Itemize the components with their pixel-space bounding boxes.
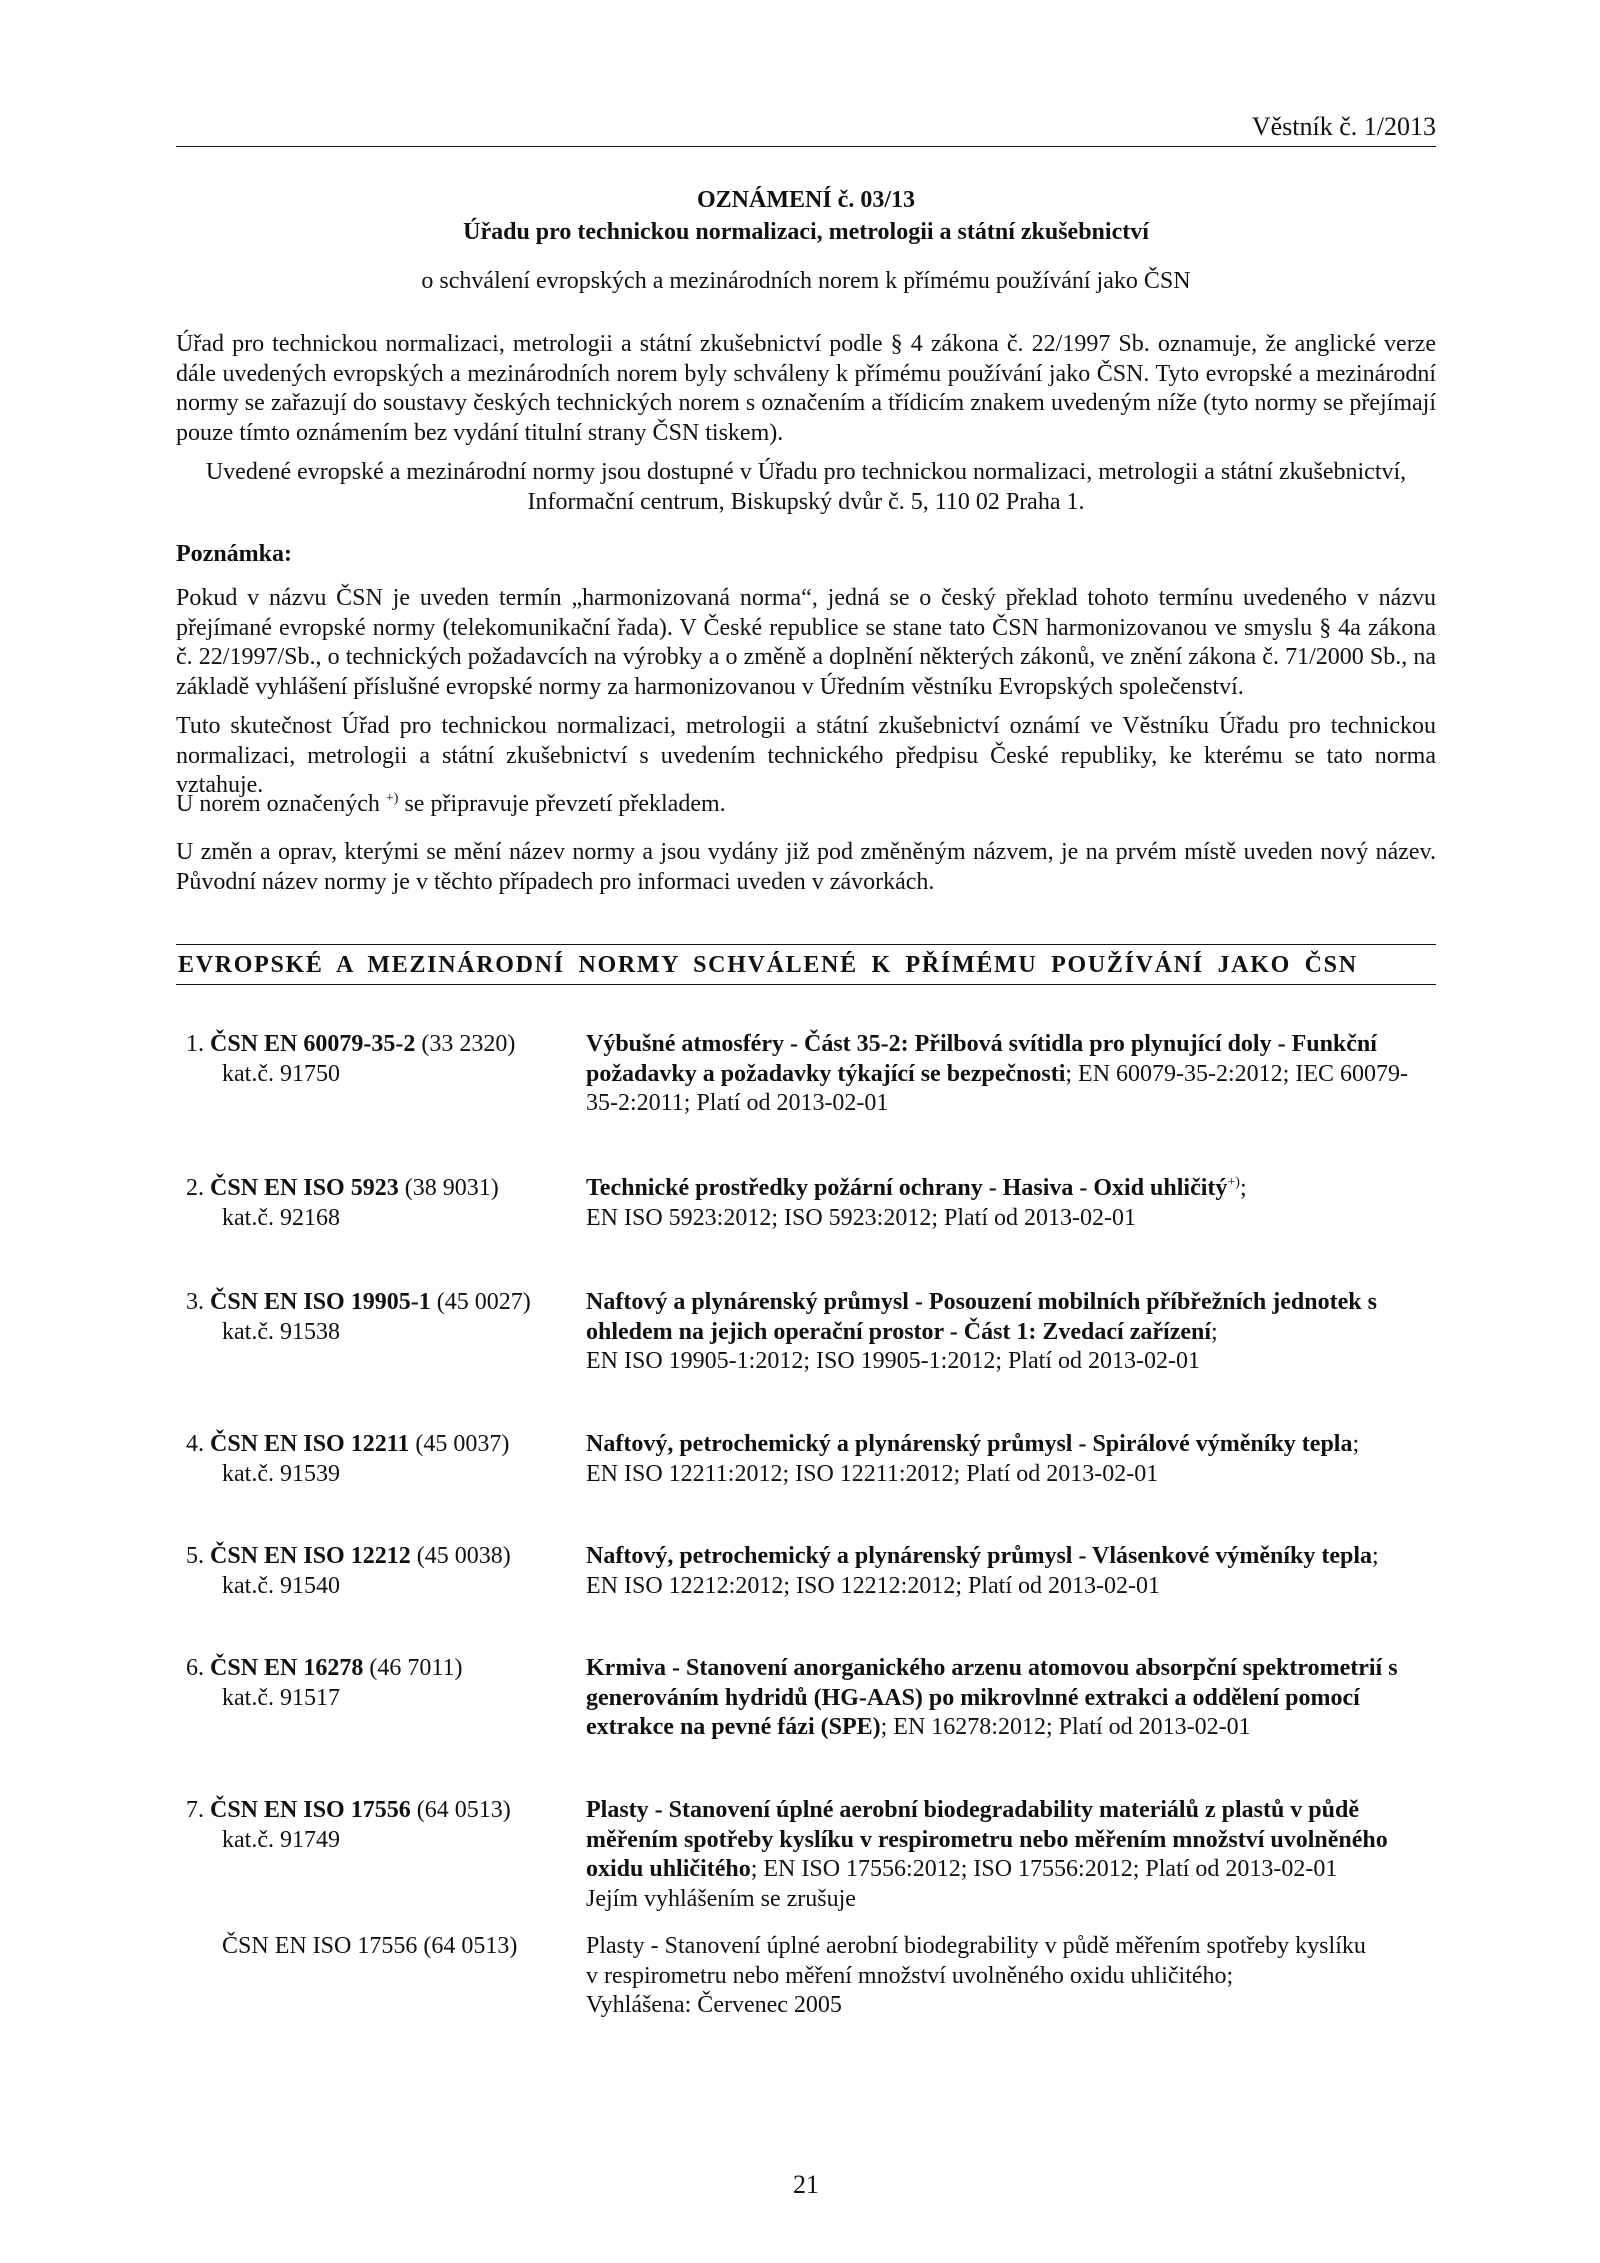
norm-title: Naftový a plynárenský průmysl - Posouzení mobilních příbřežních jednotek s ohledem na jejich operační prostor - Část 1: Zvedací zařízení	[586, 1289, 1377, 1345]
norm-title: Krmiva - Stanovení anorganického arzenu atomovou absorpční spektrometrií s generováním hydridů (HG-AAS) po mikrovlnné extrakci a oddělení pomocí extrakce na pevné fázi (SPE)	[586, 1655, 1398, 1740]
note-paragraph-3	[176, 790, 1436, 820]
running-head: Věstník č. 1/2013	[1251, 112, 1436, 141]
norm-class: (38 9031)	[404, 1175, 499, 1201]
norm-class: (46 7011)	[369, 1655, 463, 1681]
norm-number: 4.	[186, 1431, 204, 1457]
section-title: EVROPSKÉ A MEZINÁRODNÍ NORMY SCHVÁLENÉ K PŘÍMÉMU POUŽÍVÁNÍ JAKO ČSN	[178, 952, 1358, 978]
norm-code: ČSN EN ISO 12212	[210, 1543, 411, 1569]
availability-note	[176, 458, 1436, 517]
norm-title: Technické prostředky požární ochrany - Hasiva - Oxid uhličitý	[586, 1175, 1228, 1201]
norm-catalog: kat.č. 91750	[222, 1060, 340, 1087]
cancelled-norm-designation	[186, 1932, 586, 1962]
cancelled-norm-line-2: v respirometru nebo měření množství uvolněného oxidu uhličitého;	[586, 1962, 1234, 1989]
note-paragraph-2: Tuto skutečnost Úřad pro technickou normalizaci, metrologii a státní zkušebnictví oznámí ve Věstníku Úřadu pro technickou normalizaci, metrologii a státní zkušebnictví s uvedením technického předpisu České republiky, ke kterému se tato norma vztahuje.	[176, 713, 1436, 798]
norm-designation	[186, 1030, 586, 1089]
norm-description	[586, 1654, 1436, 1743]
norm-description	[586, 1174, 1436, 1233]
norm-code: ČSN EN 16278	[210, 1655, 364, 1681]
translation-mark: +)	[1227, 1175, 1240, 1190]
norm-class: (64 0513)	[416, 1797, 511, 1823]
norm-catalog: kat.č. 91517	[222, 1684, 340, 1711]
norm-number: 6.	[186, 1655, 204, 1681]
norm-reference-line: EN ISO 12211:2012; ISO 12211:2012; Platí od 2013-02-01	[586, 1460, 1159, 1487]
note-p3-after: se připravuje převzetí překladem.	[398, 791, 726, 817]
norm-number: 7.	[186, 1797, 204, 1823]
availability-line-1: Uvedené evropské a mezinárodní normy jsou dostupné v Úřadu pro technickou normalizaci, metrologii a státní zkušebnictví,	[205, 459, 1407, 485]
section-rule-bottom	[176, 984, 1436, 985]
norm-designation	[186, 1796, 586, 1855]
norm-designation	[186, 1654, 586, 1713]
intro-paragraph: Úřad pro technickou normalizaci, metrologii a státní zkušebnictví podle § 4 zákona č. 22/1997 Sb. oznamuje, že anglické verze dále uvedených evropských a mezinárodních norem byly schváleny k přímému používání jako ČSN. Tyto evropské a mezinárodní normy se zařazují do soustavy českých technických norem s označením a třídicím znakem uvedeným níže (tyto normy se přejímají pouze tímto oznámením bez vydání titulní strany ČSN tiskem).	[176, 331, 1436, 446]
norm-reference: ; EN 60079-35-2:2012; IEC 60079-35-2:2011; Platí od 2013-02-01	[586, 1060, 1408, 1116]
norm-title: Výbušné atmosféry - Část 35-2: Přilbová svítidla pro plynující doly - Funkční požadavky a požadavky týkající se bezpečnosti	[586, 1031, 1377, 1087]
norm-description	[586, 1542, 1436, 1601]
header-rule	[176, 146, 1436, 147]
title-line-1: OZNÁMENÍ č. 03/13	[697, 187, 915, 213]
cancelled-norm-line-3: Vyhlášena: Červenec 2005	[586, 1992, 842, 2018]
cancelled-norm-description	[586, 1932, 1436, 2021]
note-paragraph-1: Pokud v názvu ČSN je uveden termín „harmonizovaná norma“, jedná se o český překlad tohoto termínu uvedeného v názvu přejímané evropské normy (telekomunikační řada). V České republice se stane tato ČSN harmonizovanou ve smyslu § 4a zákona č. 22/1997/Sb., o technických požadavcích na výrobky a o změně a doplnění některých zákonů, ve znění zákona č. 71/2000 Sb., na základě vyhlášení příslušné evropské normy za harmonizovanou v Úředním věstníku Evropských společenství.	[176, 585, 1436, 700]
norm-code: ČSN EN 60079-35-2	[210, 1031, 416, 1057]
norm-description	[586, 1030, 1436, 1119]
title-line-2: Úřadu pro technickou normalizaci, metrologii a státní zkušebnictví	[463, 219, 1149, 245]
norm-reference: ;	[1211, 1318, 1218, 1345]
availability-line-2: Informační centrum, Biskupský dvůr č. 5, 110 02 Praha 1.	[527, 488, 1085, 515]
norm-number: 2.	[186, 1175, 204, 1201]
norm-reference: ; EN 16278:2012; Platí od 2013-02-01	[880, 1714, 1251, 1740]
norm-description	[586, 1430, 1436, 1489]
norm-catalog: kat.č. 91749	[222, 1826, 340, 1853]
norm-code: ČSN EN ISO 17556	[210, 1797, 411, 1823]
norm-number: 5.	[186, 1543, 204, 1569]
translation-mark: +)	[385, 791, 399, 806]
norm-class: (33 2320)	[421, 1031, 516, 1057]
norm-reference-line: EN ISO 12212:2012; ISO 12212:2012; Platí od 2013-02-01	[586, 1572, 1160, 1599]
norm-number: 1.	[186, 1031, 204, 1057]
norm-reference: ;	[1239, 1175, 1247, 1201]
norm-title: Plasty - Stanovení úplné aerobní biodegradability materiálů z plastů v půdě měřením spotřeby kyslíku v respirometru nebo měřením množství uvolněného oxidu uhličitého	[586, 1797, 1388, 1882]
norm-description	[586, 1288, 1436, 1377]
norm-reference-line: EN ISO 5923:2012; ISO 5923:2012; Platí od 2013-02-01	[586, 1204, 1136, 1231]
norm-description	[586, 1796, 1436, 1914]
norm-reference: ; EN ISO 17556:2012; ISO 17556:2012; Platí od 2013-02-01	[750, 1856, 1338, 1882]
norm-number: 3.	[186, 1289, 204, 1315]
norm-reference-line: EN ISO 19905-1:2012; ISO 19905-1:2012; Platí od 2013-02-01	[586, 1348, 1200, 1374]
norm-title: Naftový, petrochemický a plynárenský průmysl - Spirálové výměníky tepla	[586, 1431, 1353, 1457]
norm-class: (45 0027)	[436, 1289, 531, 1315]
cancelled-norm-code: ČSN EN ISO 17556 (64 0513)	[222, 1933, 518, 1959]
section-rule-top	[176, 944, 1436, 945]
note-p3-before: U norem označených	[176, 791, 386, 817]
norm-code: ČSN EN ISO 12211	[210, 1431, 410, 1457]
norm-cancels-note: Jejím vyhlášením se zrušuje	[586, 1885, 856, 1912]
norm-catalog: kat.č. 91540	[222, 1572, 340, 1599]
cancelled-norm-line-1: Plasty - Stanovení úplné aerobní biodegrability v půdě měřením spotřeby kyslíku	[586, 1933, 1366, 1959]
norm-reference: ;	[1372, 1543, 1379, 1569]
note-paragraph-4: U změn a oprav, kterými se mění název normy a jsou vydány již pod změněným názvem, je na prvém místě uveden nový název. Původní název normy je v těchto případech pro informaci uveden v závorkách.	[176, 839, 1436, 895]
norm-designation	[186, 1288, 586, 1347]
norm-designation	[186, 1174, 586, 1233]
norm-code: ČSN EN ISO 5923	[210, 1175, 399, 1201]
norm-designation	[186, 1430, 586, 1489]
norm-catalog: kat.č. 91539	[222, 1460, 340, 1487]
norm-title: Naftový, petrochemický a plynárenský průmysl - Vlásenkové výměníky tepla	[586, 1543, 1373, 1569]
norm-catalog: kat.č. 92168	[222, 1204, 340, 1231]
norm-class: (45 0037)	[415, 1431, 510, 1457]
norm-catalog: kat.č. 91538	[222, 1318, 340, 1345]
norm-reference: ;	[1352, 1431, 1360, 1457]
norm-class: (45 0038)	[416, 1543, 511, 1569]
announcement-subtitle: o schválení evropských a mezinárodních norem k přímému používání jako ČSN	[421, 268, 1191, 294]
note-heading: Poznámka:	[176, 541, 292, 567]
announcement-title	[176, 184, 1436, 248]
norm-code: ČSN EN ISO 19905-1	[210, 1289, 431, 1315]
page-number: 21	[793, 2170, 819, 2199]
norm-designation	[186, 1542, 586, 1601]
